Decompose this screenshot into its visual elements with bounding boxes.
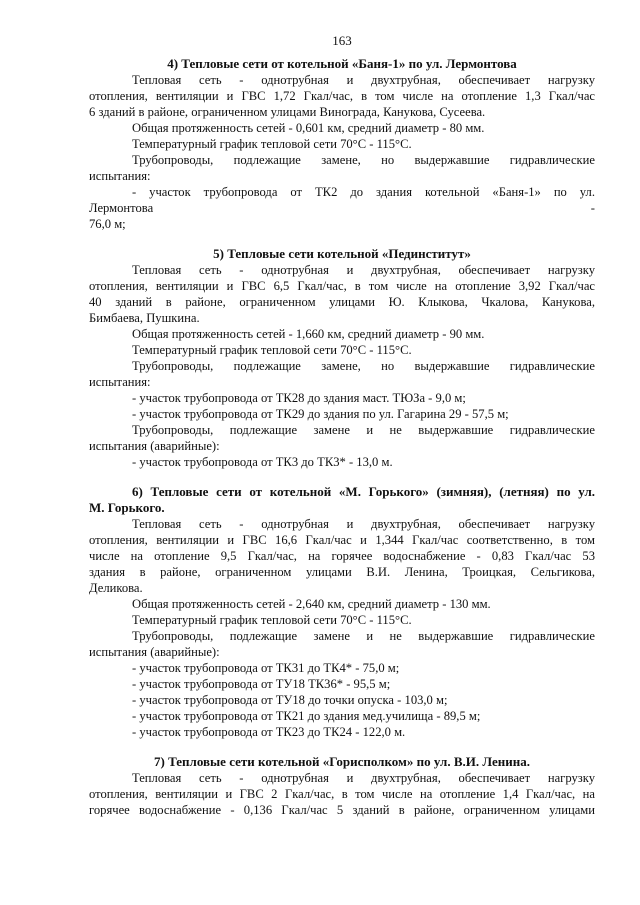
list-item: - участок трубопровода от ТК31 до ТК4* - 75,0 м;: [132, 661, 400, 675]
list-item: - участок трубопровода от ТК2 до здания котельной «Баня-1» по ул.: [132, 185, 595, 199]
paragraph-line: отопления, вентиляции и ГВС 2 Гкал/час, в том числе на отопление 1,4 Гкал/час, на: [89, 787, 595, 801]
list-item: - участок трубопровода от ТК21 до здания мед.училища - 89,5 м;: [132, 709, 481, 723]
paragraph-line: Температурный график тепловой сети 70°С - 115°С.: [132, 137, 412, 151]
paragraph-line: Общая протяженность сетей - 0,601 км, средний диаметр - 80 мм.: [132, 121, 485, 135]
paragraph-line: 40 зданий в районе, ограниченном улицами Ю. Клыкова, Чкалова, Канукова,: [89, 295, 595, 309]
paragraph-line: горячее водоснабжение - 0,136 Гкал/час 5 зданий в районе, ограниченном улицами: [89, 803, 595, 817]
paragraph-line: Тепловая сеть - однотрубная и двухтрубная, обеспечивает нагрузку: [132, 771, 595, 785]
paragraph-line: отопления, вентиляции и ГВС 1,72 Гкал/час, в том числе на отопление 1,3 Гкал/час: [89, 89, 595, 103]
paragraph-line: Общая протяженность сетей - 1,660 км, средний диаметр - 90 мм.: [132, 327, 485, 341]
paragraph-line: Тепловая сеть - однотрубная и двухтрубная, обеспечивает нагрузку: [132, 263, 595, 277]
paragraph-line: испытания:: [89, 169, 151, 183]
section-7: [89, 754, 595, 818]
list-item: - участок трубопровода от ТК29 до здания по ул. Гагарина 29 - 57,5 м;: [132, 407, 509, 421]
section-title: 5) Тепловые сети котельной «Пединститут»: [213, 246, 471, 261]
list-item: - участок трубопровода от ТК23 до ТК24 - 122,0 м.: [132, 725, 406, 739]
list-item: - участок трубопровода от ТУ18 ТК36* - 95,5 м;: [132, 677, 391, 691]
list-item: - участок трубопровода от ТК3 до ТК3* - 13,0 м.: [132, 455, 393, 469]
section-title: 6) Тепловые сети от котельной «М. Горького» (зимняя), (летняя) по ул.: [132, 484, 595, 499]
section-title: 4) Тепловые сети от котельной «Баня-1» по ул. Лермонтова: [167, 56, 517, 71]
paragraph-line: Бимбаева, Пушкина.: [89, 311, 200, 325]
paragraph-line: Деликова.: [89, 581, 143, 595]
list-item: - участок трубопровода от ТУ18 до точки опуска - 103,0 м;: [132, 693, 448, 707]
list-item-continuation: Лермонтова -: [89, 201, 595, 215]
section-4: [89, 56, 595, 232]
paragraph-line: Температурный график тепловой сети 70°С - 115°С.: [132, 613, 412, 627]
paragraph-line: Тепловая сеть - однотрубная и двухтрубная, обеспечивает нагрузку: [132, 517, 595, 531]
paragraph-line: Трубопроводы, подлежащие замене, но выдержавшие гидравлические: [132, 153, 595, 167]
section-title: 7) Тепловые сети котельной «Горисполком» по ул. В.И. Ленина.: [154, 754, 530, 769]
paragraph-line: Общая протяженность сетей - 2,640 км, средний диаметр - 130 мм.: [132, 597, 491, 611]
paragraph-line: числе на отопление 9,5 Гкал/час, на горячее водоснабжение - 0,83 Гкал/час 53: [89, 549, 595, 563]
paragraph-line: отопления, вентиляции и ГВС 6,5 Гкал/час, в том числе на отопление 3,92 Гкал/час: [89, 279, 595, 293]
paragraph-line: Температурный график тепловой сети 70°С - 115°С.: [132, 343, 412, 357]
paragraph-line: Трубопроводы, подлежащие замене и не выдержавшие гидравлические: [132, 423, 595, 437]
paragraph-line: отопления, вентиляции и ГВС 16,6 Гкал/час и 1,344 Гкал/час соответственно, в том: [89, 533, 595, 547]
paragraph-line: Трубопроводы, подлежащие замене и не выдержавшие гидравлические: [132, 629, 595, 643]
paragraph-line: 6 зданий в районе, ограниченном улицами Винограда, Канукова, Сусеева.: [89, 105, 486, 119]
paragraph-line: Трубопроводы, подлежащие замене, но выдержавшие гидравлические: [132, 359, 595, 373]
section-title-continuation: М. Горького.: [89, 500, 165, 515]
paragraph-line: испытания (аварийные):: [89, 645, 220, 659]
list-item-continuation: 76,0 м;: [89, 217, 126, 231]
paragraph-line: испытания:: [89, 375, 151, 389]
paragraph-line: Тепловая сеть - однотрубная и двухтрубная, обеспечивает нагрузку: [132, 73, 595, 87]
list-item: - участок трубопровода от ТК28 до здания маст. ТЮЗа - 9,0 м;: [132, 391, 466, 405]
section-5: [89, 246, 595, 470]
paragraph-line: здания в районе, ограниченном улицами В.И. Ленина, Троицкая, Сельгикова,: [89, 565, 595, 579]
section-6: [89, 484, 595, 740]
paragraph-line: испытания (аварийные):: [89, 439, 220, 453]
page-number: 163: [332, 33, 352, 48]
